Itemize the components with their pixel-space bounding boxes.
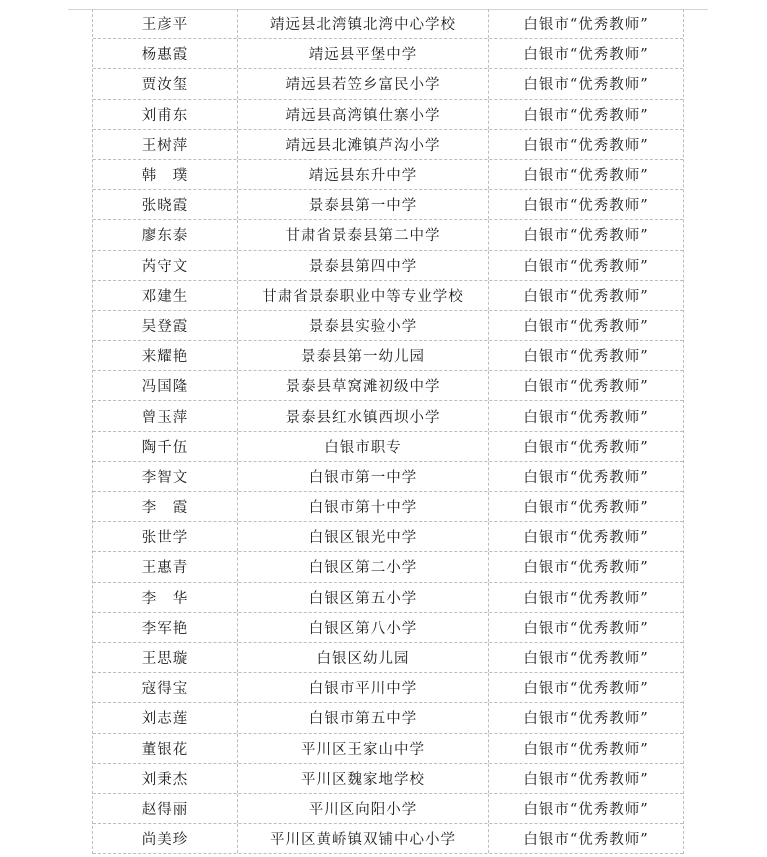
table-row [93, 371, 683, 401]
table-row [93, 160, 683, 190]
teacher-name-cell: 冯国隆 [141, 379, 189, 396]
school-cell: 白银市平川中学 [237, 673, 488, 702]
honor-cell: 白银市“优秀教师” [488, 401, 683, 430]
honor-cell: 白银市“优秀教师” [488, 824, 683, 853]
school-cell: 白银区第五小学 [237, 583, 488, 612]
honor-cell: 白银市“优秀教师” [488, 371, 683, 400]
award-table [92, 9, 684, 854]
table-row [93, 492, 683, 522]
teacher-name-cell: 董银花 [141, 741, 189, 758]
honor-cell: 白银市“优秀教师” [488, 9, 683, 38]
honor-cell: 白银市“优秀教师” [488, 764, 683, 793]
table-row [93, 764, 683, 794]
table-row [93, 9, 683, 39]
honor-cell: 白银市“优秀教师” [488, 583, 683, 612]
school-cell: 白银区幼儿园 [237, 643, 488, 672]
teacher-name-cell: 尚美珍 [141, 832, 189, 849]
teacher-name-cell: 李 华 [141, 590, 189, 607]
table-row [93, 341, 683, 371]
school-cell: 白银区银光中学 [237, 522, 488, 551]
table-row [93, 432, 683, 462]
school-cell: 景泰县实验小学 [237, 311, 488, 340]
school-cell: 甘肃省景泰县第二中学 [237, 220, 488, 249]
teacher-name-cell: 张世学 [141, 530, 189, 547]
honor-cell: 白银市“优秀教师” [488, 341, 683, 370]
honor-cell: 白银市“优秀教师” [488, 281, 683, 310]
teacher-name-cell: 韩 璞 [141, 168, 189, 185]
table-row [93, 552, 683, 582]
school-cell: 景泰县草窝滩初级中学 [237, 371, 488, 400]
honor-cell: 白银市“优秀教师” [488, 734, 683, 763]
school-cell: 平川区魏家地学校 [237, 764, 488, 793]
teacher-name-cell: 贾汝玺 [141, 77, 189, 94]
honor-cell: 白银市“优秀教师” [488, 462, 683, 491]
school-cell: 白银市第一中学 [237, 462, 488, 491]
table-row [93, 673, 683, 703]
table-row [93, 462, 683, 492]
honor-cell: 白银市“优秀教师” [488, 794, 683, 823]
teacher-name-cell: 王彦平 [141, 17, 189, 34]
teacher-name-cell: 王思璇 [141, 651, 189, 668]
teacher-name-cell: 李 霞 [141, 500, 189, 517]
table-row [93, 613, 683, 643]
teacher-name-cell: 吴登霞 [141, 318, 189, 335]
school-cell: 白银市职专 [237, 432, 488, 461]
honor-cell: 白银市“优秀教师” [488, 190, 683, 219]
table-row [93, 703, 683, 733]
school-cell: 白银区第二小学 [237, 552, 488, 581]
teacher-name-cell: 杨惠霞 [141, 47, 189, 64]
honor-cell: 白银市“优秀教师” [488, 703, 683, 732]
table-row [93, 39, 683, 69]
school-cell: 白银市第五中学 [237, 703, 488, 732]
table-row [93, 190, 683, 220]
teacher-name-cell: 芮守文 [141, 258, 189, 275]
honor-cell: 白银市“优秀教师” [488, 613, 683, 642]
honor-cell: 白银市“优秀教师” [488, 432, 683, 461]
school-cell: 景泰县红水镇西坝小学 [237, 401, 488, 430]
teacher-name-cell: 王惠青 [141, 560, 189, 577]
school-cell: 靖远县北湾镇北湾中心学校 [237, 9, 488, 38]
teacher-name-cell: 刘甫东 [141, 107, 189, 124]
table-row [93, 281, 683, 311]
table-row [93, 100, 683, 130]
table-row [93, 251, 683, 281]
school-cell: 靖远县平堡中学 [237, 39, 488, 68]
table-row [93, 401, 683, 431]
school-cell: 靖远县若笠乡富民小学 [237, 69, 488, 98]
teacher-name-cell: 赵得丽 [141, 801, 189, 818]
honor-cell: 白银市“优秀教师” [488, 492, 683, 521]
table-row [93, 734, 683, 764]
school-cell: 平川区黄峤镇双铺中心小学 [237, 824, 488, 853]
teacher-name-cell: 廖东泰 [141, 228, 189, 245]
honor-cell: 白银市“优秀教师” [488, 643, 683, 672]
table-row [93, 130, 683, 160]
school-cell: 靖远县东升中学 [237, 160, 488, 189]
table-row [93, 311, 683, 341]
honor-cell: 白银市“优秀教师” [488, 39, 683, 68]
teacher-name-cell: 刘志莲 [141, 711, 189, 728]
teacher-name-cell: 张晓霞 [141, 198, 189, 215]
honor-cell: 白银市“优秀教师” [488, 552, 683, 581]
school-cell: 景泰县第四中学 [237, 251, 488, 280]
school-cell: 白银区第八小学 [237, 613, 488, 642]
table-row [93, 69, 683, 99]
teacher-name-cell: 陶千伍 [141, 439, 189, 456]
school-cell: 景泰县第一幼儿园 [237, 341, 488, 370]
honor-cell: 白银市“优秀教师” [488, 100, 683, 129]
school-cell: 甘肃省景泰职业中等专业学校 [237, 281, 488, 310]
honor-cell: 白银市“优秀教师” [488, 69, 683, 98]
school-cell: 白银市第十中学 [237, 492, 488, 521]
teacher-name-cell: 李军艳 [141, 620, 189, 637]
teacher-name-cell: 曾玉萍 [141, 409, 189, 426]
table-row [93, 583, 683, 613]
teacher-name-cell: 李智文 [141, 469, 189, 486]
school-cell: 平川区向阳小学 [237, 794, 488, 823]
teacher-name-cell: 邓建生 [141, 288, 189, 305]
honor-cell: 白银市“优秀教师” [488, 130, 683, 159]
school-cell: 景泰县第一中学 [237, 190, 488, 219]
table-row [93, 522, 683, 552]
honor-cell: 白银市“优秀教师” [488, 220, 683, 249]
teacher-name-cell: 刘秉杰 [141, 771, 189, 788]
school-cell: 靖远县北滩镇芦沟小学 [237, 130, 488, 159]
school-cell: 平川区王家山中学 [237, 734, 488, 763]
honor-cell: 白银市“优秀教师” [488, 251, 683, 280]
table-row [93, 824, 683, 854]
honor-cell: 白银市“优秀教师” [488, 160, 683, 189]
table-row [93, 643, 683, 673]
table-row [93, 220, 683, 250]
honor-cell: 白银市“优秀教师” [488, 673, 683, 702]
table-row [93, 794, 683, 824]
teacher-name-cell: 寇得宝 [141, 681, 189, 698]
teacher-name-cell: 王树萍 [141, 137, 189, 154]
teacher-name-cell: 来耀艳 [141, 349, 189, 366]
honor-cell: 白银市“优秀教师” [488, 311, 683, 340]
honor-cell: 白银市“优秀教师” [488, 522, 683, 551]
school-cell: 靖远县高湾镇仕寨小学 [237, 100, 488, 129]
